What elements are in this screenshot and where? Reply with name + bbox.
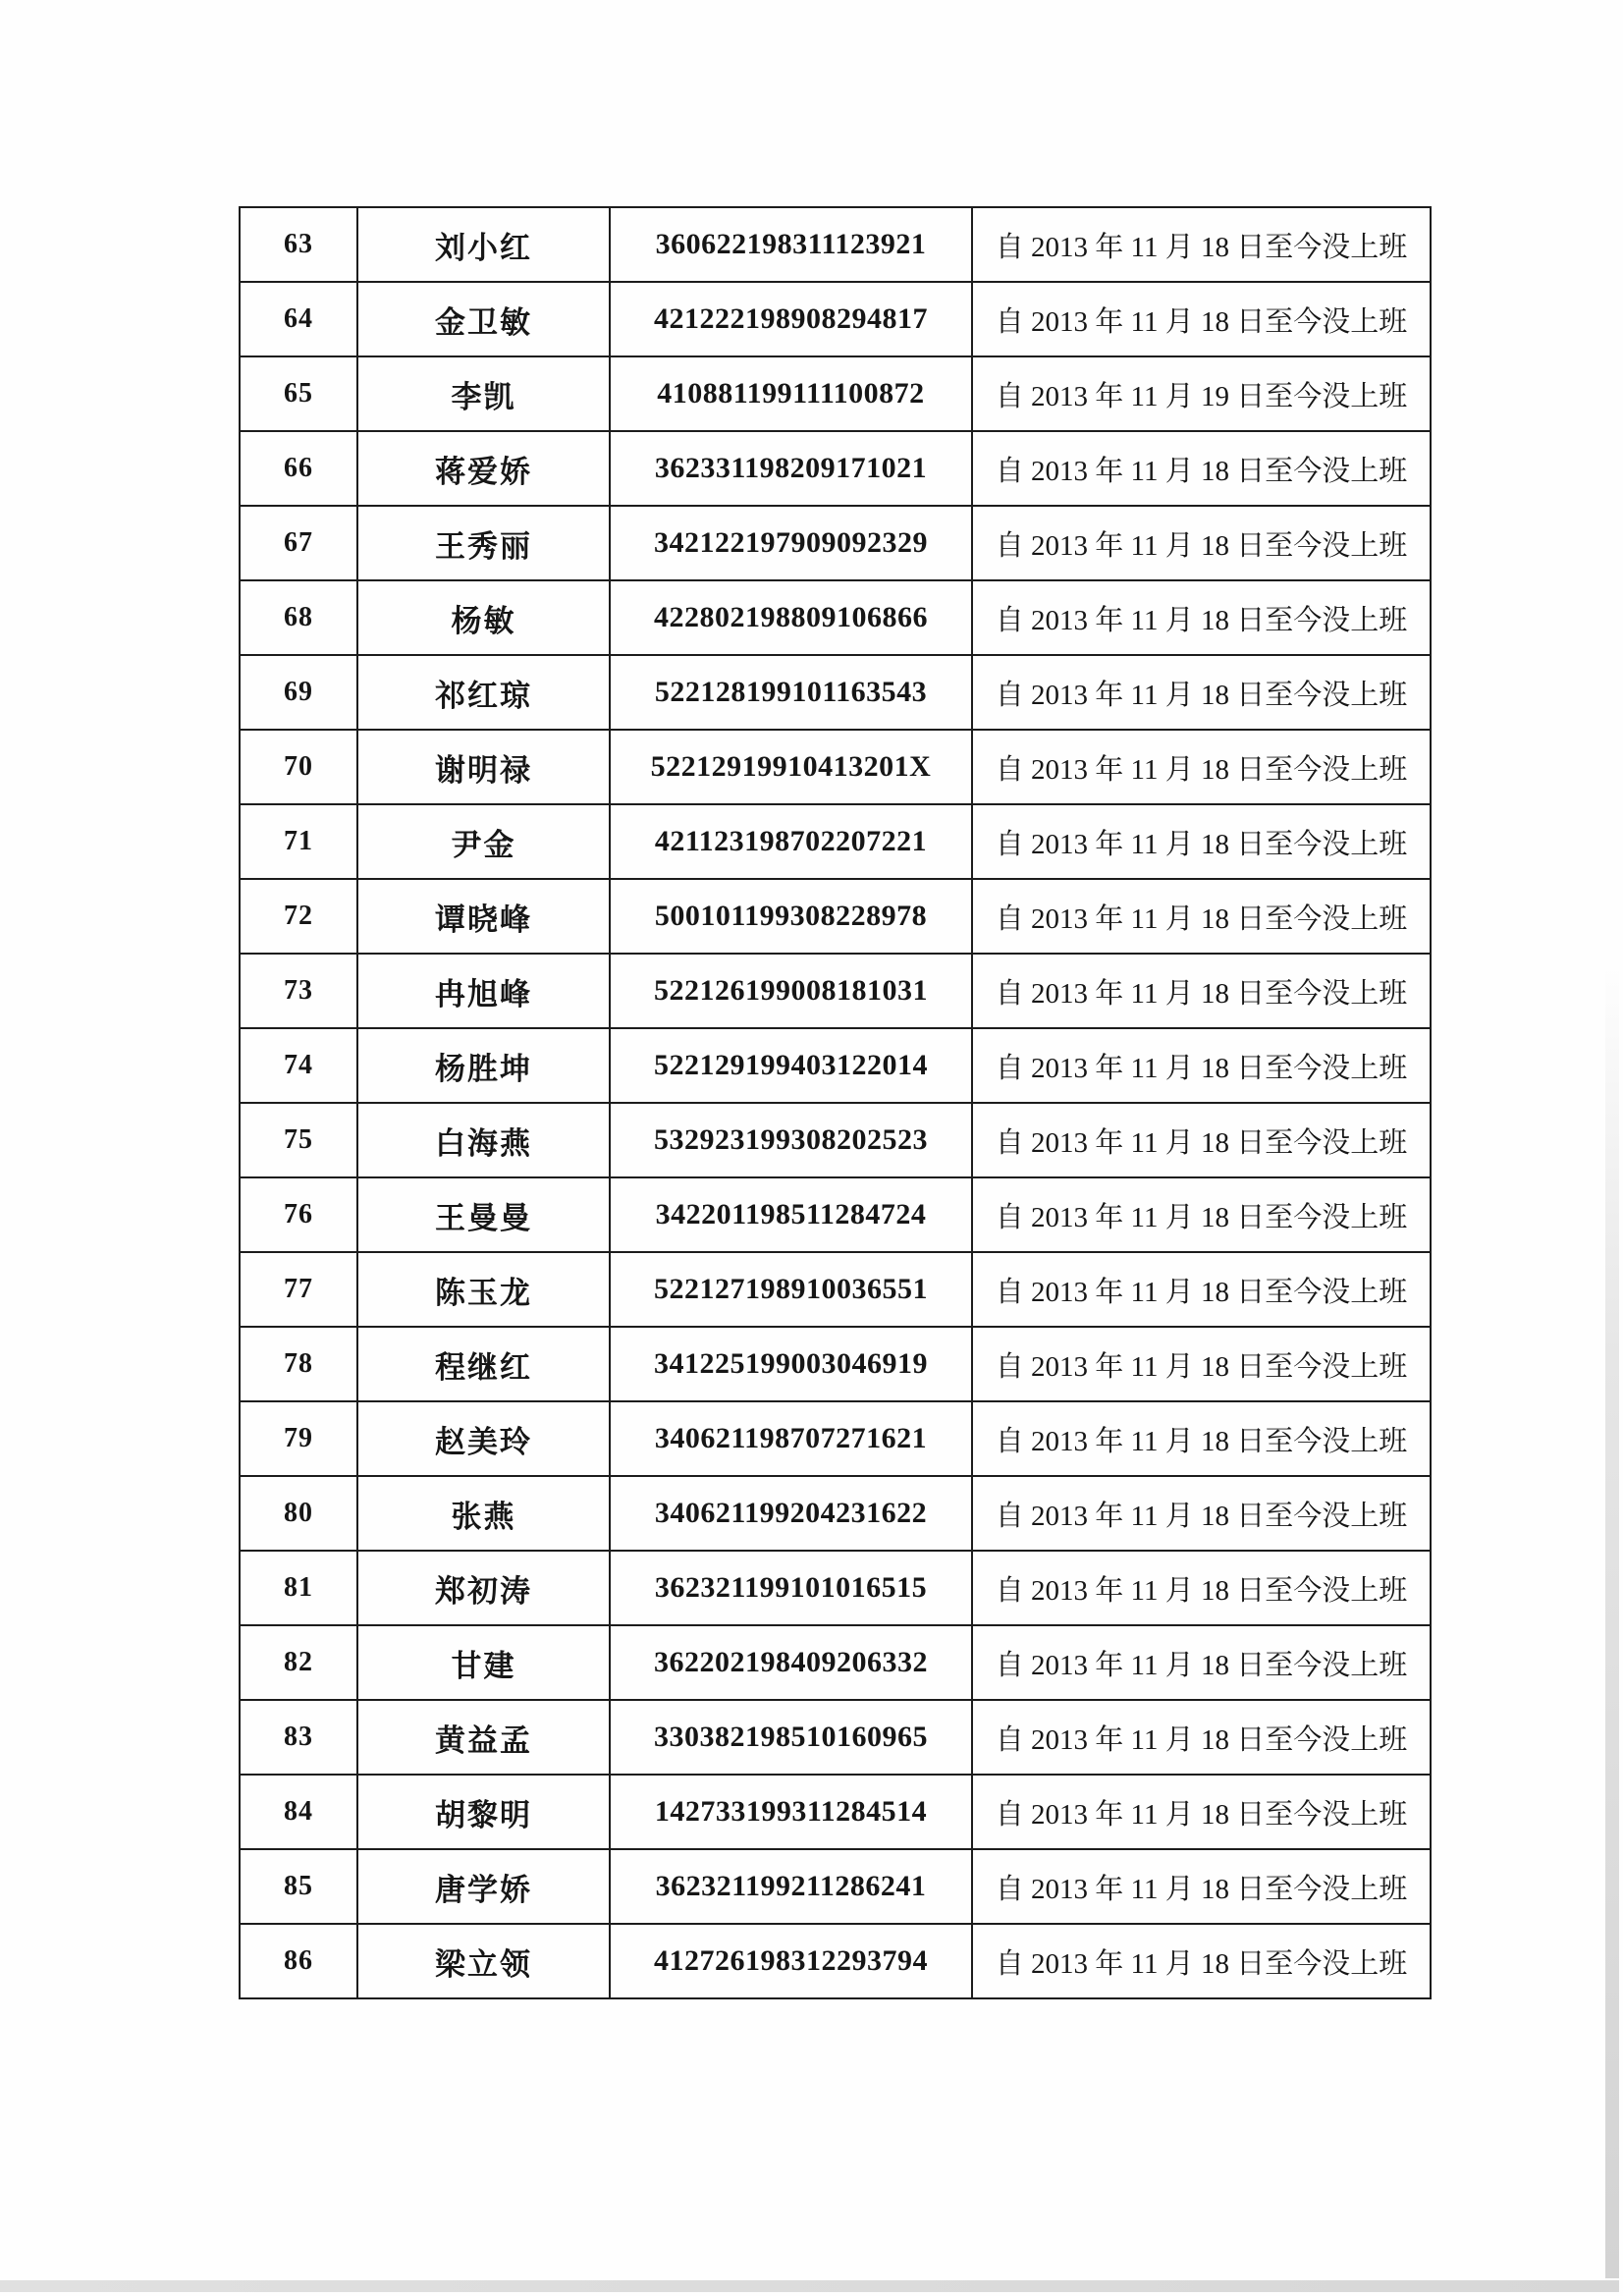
name-cell: 李凯	[357, 356, 610, 431]
row-number-cell: 67	[240, 506, 357, 580]
status-cell: 自 2013 年 11 月 18 日至今没上班	[972, 1551, 1431, 1625]
name-cell: 谭晓峰	[357, 879, 610, 954]
id-number-cell: 362321199101016515	[610, 1551, 972, 1625]
status-cell: 自 2013 年 11 月 18 日至今没上班	[972, 879, 1431, 954]
status-cell: 自 2013 年 11 月 18 日至今没上班	[972, 1924, 1431, 1998]
table-row	[240, 1401, 1431, 1476]
status-cell: 自 2013 年 11 月 18 日至今没上班	[972, 1103, 1431, 1177]
row-number-cell: 82	[240, 1625, 357, 1700]
id-number-cell: 421222198908294817	[610, 282, 972, 356]
table-row	[240, 356, 1431, 431]
row-number-cell: 65	[240, 356, 357, 431]
table-row	[240, 1103, 1431, 1177]
table-row	[240, 207, 1431, 282]
table-row	[240, 879, 1431, 954]
status-cell: 自 2013 年 11 月 18 日至今没上班	[972, 1476, 1431, 1551]
page-edge-shadow-bottom	[0, 2280, 1619, 2292]
table-row	[240, 1924, 1431, 1998]
status-cell: 自 2013 年 11 月 18 日至今没上班	[972, 506, 1431, 580]
status-cell: 自 2013 年 11 月 18 日至今没上班	[972, 954, 1431, 1028]
id-number-cell: 360622198311123921	[610, 207, 972, 282]
row-number-cell: 63	[240, 207, 357, 282]
status-cell: 自 2013 年 11 月 18 日至今没上班	[972, 1028, 1431, 1103]
name-cell: 刘小红	[357, 207, 610, 282]
name-cell: 黄益孟	[357, 1700, 610, 1775]
status-cell: 自 2013 年 11 月 18 日至今没上班	[972, 207, 1431, 282]
row-number-cell: 77	[240, 1252, 357, 1327]
id-number-cell: 412726198312293794	[610, 1924, 972, 1998]
row-number-cell: 79	[240, 1401, 357, 1476]
row-number-cell: 84	[240, 1775, 357, 1849]
status-cell: 自 2013 年 11 月 18 日至今没上班	[972, 1401, 1431, 1476]
name-cell: 赵美玲	[357, 1401, 610, 1476]
table-row	[240, 1476, 1431, 1551]
roster-table-body	[240, 207, 1431, 1998]
id-number-cell: 340621199204231622	[610, 1476, 972, 1551]
status-cell: 自 2013 年 11 月 18 日至今没上班	[972, 1327, 1431, 1401]
row-number-cell: 64	[240, 282, 357, 356]
name-cell: 冉旭峰	[357, 954, 610, 1028]
name-cell: 祁红琼	[357, 655, 610, 730]
row-number-cell: 71	[240, 804, 357, 879]
status-cell: 自 2013 年 11 月 19 日至今没上班	[972, 356, 1431, 431]
name-cell: 梁立领	[357, 1924, 610, 1998]
table-row	[240, 431, 1431, 506]
status-cell: 自 2013 年 11 月 18 日至今没上班	[972, 580, 1431, 655]
row-number-cell: 81	[240, 1551, 357, 1625]
name-cell: 杨胜坤	[357, 1028, 610, 1103]
id-number-cell: 142733199311284514	[610, 1775, 972, 1849]
id-number-cell: 532923199308202523	[610, 1103, 972, 1177]
page-edge-shadow-right	[1605, 962, 1619, 2278]
id-number-cell: 362202198409206332	[610, 1625, 972, 1700]
table-row	[240, 655, 1431, 730]
id-number-cell: 330382198510160965	[610, 1700, 972, 1775]
status-cell: 自 2013 年 11 月 18 日至今没上班	[972, 431, 1431, 506]
id-number-cell: 522127198910036551	[610, 1252, 972, 1327]
table-row	[240, 282, 1431, 356]
id-number-cell: 340621198707271621	[610, 1401, 972, 1476]
table-row	[240, 1327, 1431, 1401]
absence-roster-table	[239, 206, 1432, 1999]
status-cell: 自 2013 年 11 月 18 日至今没上班	[972, 1700, 1431, 1775]
id-number-cell: 362321199211286241	[610, 1849, 972, 1924]
id-number-cell: 522126199008181031	[610, 954, 972, 1028]
table-row	[240, 1177, 1431, 1252]
id-number-cell: 52212919910413201X	[610, 730, 972, 804]
status-cell: 自 2013 年 11 月 18 日至今没上班	[972, 730, 1431, 804]
id-number-cell: 341225199003046919	[610, 1327, 972, 1401]
name-cell: 尹金	[357, 804, 610, 879]
name-cell: 金卫敏	[357, 282, 610, 356]
status-cell: 自 2013 年 11 月 18 日至今没上班	[972, 1252, 1431, 1327]
row-number-cell: 83	[240, 1700, 357, 1775]
name-cell: 胡黎明	[357, 1775, 610, 1849]
row-number-cell: 69	[240, 655, 357, 730]
row-number-cell: 86	[240, 1924, 357, 1998]
name-cell: 甘建	[357, 1625, 610, 1700]
table-row	[240, 506, 1431, 580]
row-number-cell: 80	[240, 1476, 357, 1551]
row-number-cell: 70	[240, 730, 357, 804]
name-cell: 蒋爱娇	[357, 431, 610, 506]
id-number-cell: 342122197909092329	[610, 506, 972, 580]
name-cell: 王秀丽	[357, 506, 610, 580]
table-row	[240, 1625, 1431, 1700]
row-number-cell: 72	[240, 879, 357, 954]
name-cell: 张燕	[357, 1476, 610, 1551]
id-number-cell: 522129199403122014	[610, 1028, 972, 1103]
row-number-cell: 66	[240, 431, 357, 506]
name-cell: 白海燕	[357, 1103, 610, 1177]
id-number-cell: 500101199308228978	[610, 879, 972, 954]
name-cell: 郑初涛	[357, 1551, 610, 1625]
status-cell: 自 2013 年 11 月 18 日至今没上班	[972, 1849, 1431, 1924]
name-cell: 谢明禄	[357, 730, 610, 804]
id-number-cell: 421123198702207221	[610, 804, 972, 879]
table-row	[240, 1551, 1431, 1625]
id-number-cell: 362331198209171021	[610, 431, 972, 506]
table-row	[240, 1775, 1431, 1849]
status-cell: 自 2013 年 11 月 18 日至今没上班	[972, 655, 1431, 730]
table-row	[240, 730, 1431, 804]
table-row	[240, 804, 1431, 879]
name-cell: 王曼曼	[357, 1177, 610, 1252]
table-row	[240, 1028, 1431, 1103]
row-number-cell: 68	[240, 580, 357, 655]
table-row	[240, 580, 1431, 655]
table-row	[240, 1849, 1431, 1924]
status-cell: 自 2013 年 11 月 18 日至今没上班	[972, 1775, 1431, 1849]
id-number-cell: 410881199111100872	[610, 356, 972, 431]
row-number-cell: 76	[240, 1177, 357, 1252]
name-cell: 唐学娇	[357, 1849, 610, 1924]
row-number-cell: 75	[240, 1103, 357, 1177]
name-cell: 杨敏	[357, 580, 610, 655]
id-number-cell: 342201198511284724	[610, 1177, 972, 1252]
id-number-cell: 422802198809106866	[610, 580, 972, 655]
row-number-cell: 85	[240, 1849, 357, 1924]
status-cell: 自 2013 年 11 月 18 日至今没上班	[972, 1177, 1431, 1252]
name-cell: 陈玉龙	[357, 1252, 610, 1327]
name-cell: 程继红	[357, 1327, 610, 1401]
row-number-cell: 73	[240, 954, 357, 1028]
status-cell: 自 2013 年 11 月 18 日至今没上班	[972, 1625, 1431, 1700]
table-row	[240, 1252, 1431, 1327]
status-cell: 自 2013 年 11 月 18 日至今没上班	[972, 804, 1431, 879]
id-number-cell: 522128199101163543	[610, 655, 972, 730]
table-row	[240, 1700, 1431, 1775]
row-number-cell: 78	[240, 1327, 357, 1401]
status-cell: 自 2013 年 11 月 18 日至今没上班	[972, 282, 1431, 356]
row-number-cell: 74	[240, 1028, 357, 1103]
table-row	[240, 954, 1431, 1028]
